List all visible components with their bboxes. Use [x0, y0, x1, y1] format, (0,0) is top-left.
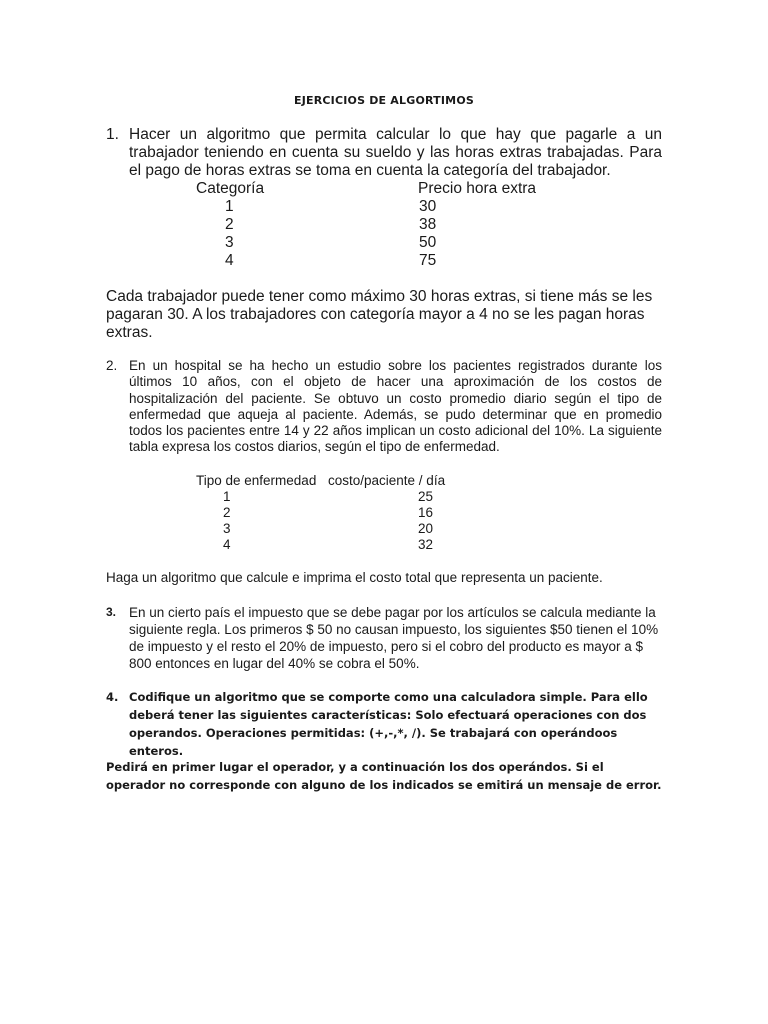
exercise-1 [106, 126, 662, 180]
disease-type-header: Tipo de enfermedad [196, 473, 317, 488]
exercise-4-note: Pedirá en primer lugar el operador, y a continuación los dos operándos. Si el operador no corresponde con alguno de los indicados se emitirá un mensaje de error. [106, 760, 662, 792]
category-header: Categoría [196, 180, 265, 197]
price-header: Precio hora extra [418, 180, 537, 197]
exercise-1-text: Hacer un algoritmo que permita calcular lo que hay que pagarle a un trabajador teniendo en cuenta su sueldo y las horas extras trabajadas. Para el pago de horas extras se toma en cuenta la categoría del trabajador. [129, 126, 662, 179]
exercise-4-number: 4. [106, 690, 119, 704]
exercise-4 [106, 688, 662, 760]
exercise-2 [106, 358, 662, 456]
exercise-2-note: Haga un algoritmo que calcule e imprima el costo total que representa un paciente. [106, 570, 603, 585]
exercise-3-text: En un cierto país el impuesto que se debe pagar por los artículos se calcula mediante la siguiente regla. Los primeros $ 50 no causan impuesto, los siguientes $50 tienen el 10% de impuesto y el resto el 20% de impuesto, pero si el cobro del producto es mayor a $ 800 entonces en lugar del 40% se cobra el 50%. [129, 605, 659, 671]
exercise-3 [106, 604, 662, 672]
cost-header: costo/paciente / día [328, 473, 446, 488]
disease-cost-table: Tipo de enfermedad costo/paciente / día 1 25 2 16 3 20 4 32 [196, 473, 446, 552]
exercise-1-note: Cada trabajador puede tener como máximo 30 horas extras, si tiene más se les pagaran 30. A los trabajadores con categoría mayor a 4 no se les pagan horas extras. [106, 288, 653, 341]
exercise-4-text: Codifique un algoritmo que se comporte como una calculadora simple. Para ello deberá tener las siguientes características: Solo efectuará operaciones con dos operandos. Operaciones permitidas: (+,-,*, /). Se trabajará con operándoos enteros. [129, 690, 648, 758]
category-table: Categoría Precio hora extra 1 30 2 38 3 50 4 75 [196, 180, 537, 269]
exercise-2-text: En un hospital se ha hecho un estudio sobre los pacientes registrados durante los últimos 10 años, con el objeto de hacer una aproximación de los costos de hospitalización del paciente. Se obtuvo un costo promedio diario según el tipo de enfermedad que aqueja al paciente. Además, se pudo determinar que en promedio todos los pacientes entre 14 y 22 años implican un costo adicional del 10%. La siguiente tabla expresa los costos diarios, según el tipo de enfermedad. [129, 358, 662, 455]
document-title: EJERCICIOS DE ALGORTIMOS [294, 94, 474, 107]
exercise-2-number: 2. [106, 358, 118, 373]
exercise-1-number: 1. [106, 126, 119, 143]
exercise-3-number: 3. [106, 605, 117, 619]
